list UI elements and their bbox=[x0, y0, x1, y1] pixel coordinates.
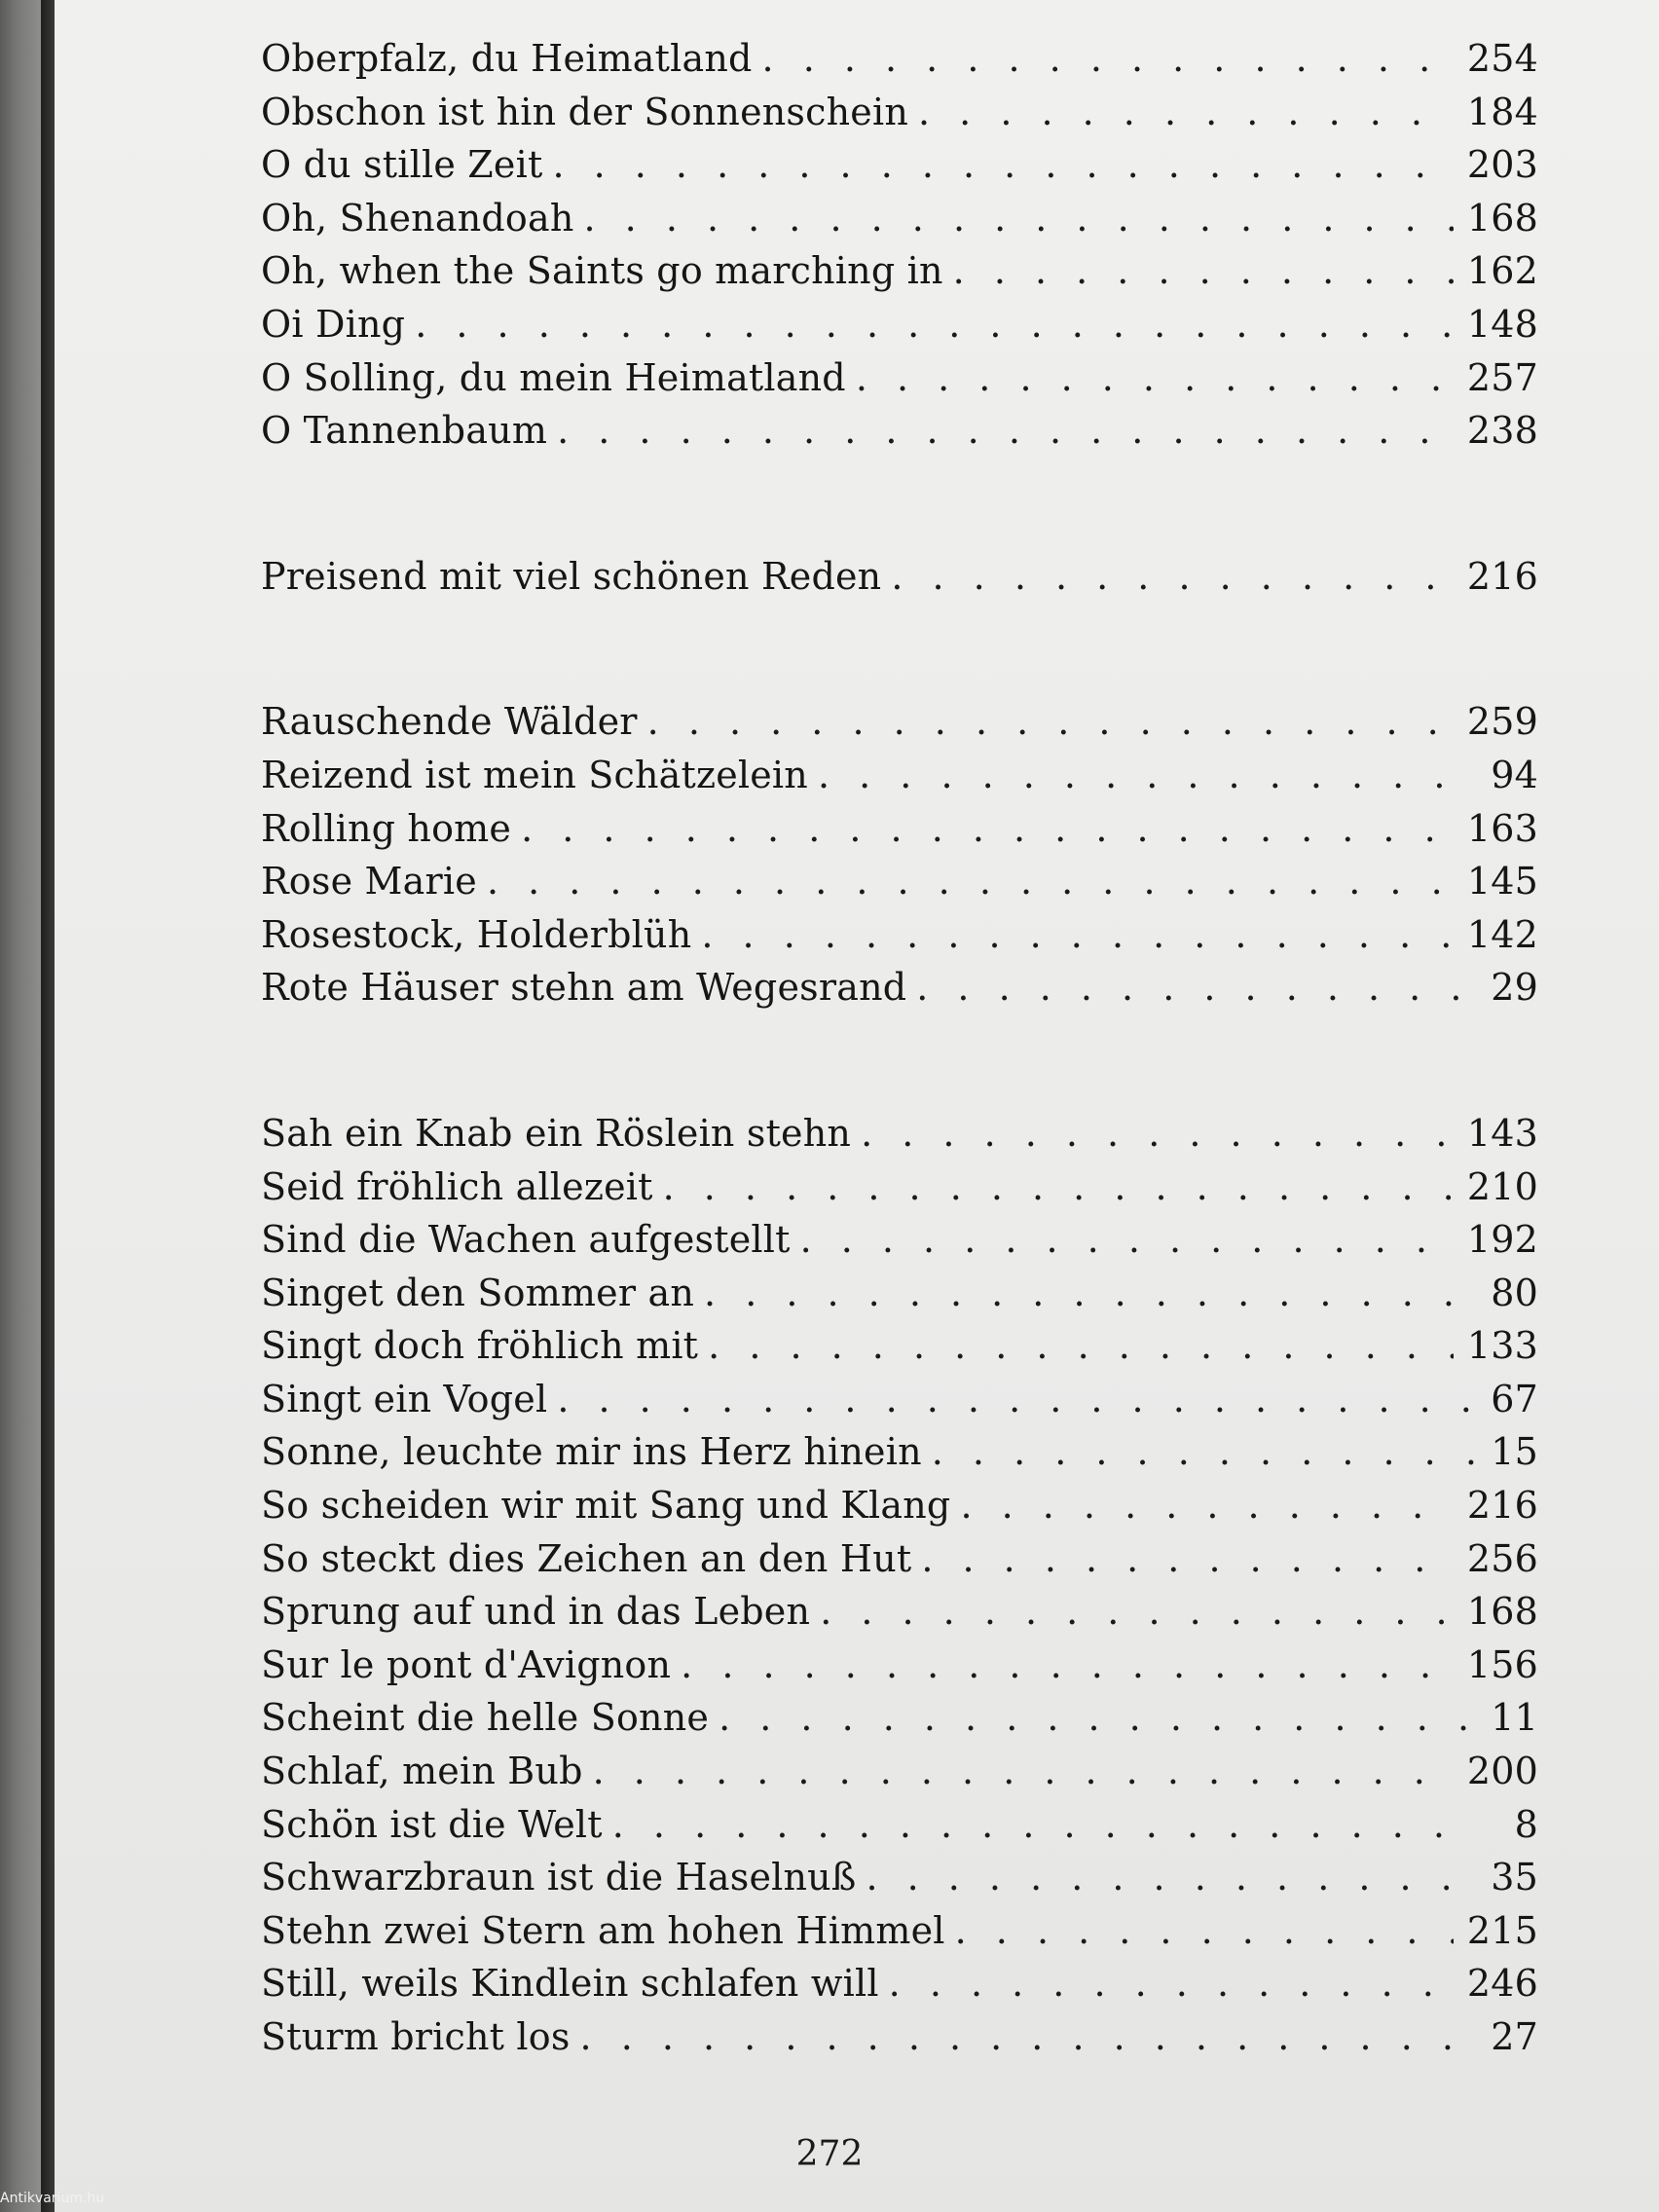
index-entry bbox=[261, 555, 1538, 608]
entry-title: Singet den Sommer an bbox=[261, 1271, 695, 1314]
entry-title: Oberpfalz, du Heimatland bbox=[261, 37, 753, 80]
dot-leader bbox=[552, 143, 1453, 186]
index-entry bbox=[261, 913, 1538, 967]
index-section bbox=[261, 555, 1538, 608]
dot-leader bbox=[663, 1165, 1454, 1208]
dot-leader bbox=[584, 197, 1454, 240]
entry-page-number: 216 bbox=[1466, 1484, 1538, 1528]
index-entry bbox=[261, 356, 1538, 410]
entry-page-number: 168 bbox=[1466, 196, 1538, 240]
page-edge bbox=[41, 0, 55, 2212]
entry-page-number: 162 bbox=[1466, 249, 1538, 293]
index-entry bbox=[261, 966, 1538, 1019]
entry-page-number: 8 bbox=[1514, 1802, 1538, 1846]
index-entry bbox=[261, 91, 1538, 144]
index-entry bbox=[261, 1750, 1538, 1803]
entry-page-number: 168 bbox=[1466, 1590, 1538, 1634]
index-entry bbox=[261, 754, 1538, 807]
entry-page-number: 254 bbox=[1466, 37, 1538, 80]
entry-page-number: 80 bbox=[1491, 1271, 1538, 1314]
dot-leader bbox=[612, 1803, 1476, 1846]
entry-page-number: 257 bbox=[1466, 355, 1538, 399]
entry-title: Sur le pont d'Avignon bbox=[261, 1642, 672, 1686]
entry-title: Rosestock, Holderblüh bbox=[261, 912, 692, 956]
entry-page-number: 142 bbox=[1466, 912, 1538, 956]
index-entry bbox=[261, 1378, 1538, 1431]
index-entry bbox=[261, 1112, 1538, 1165]
section-gap bbox=[261, 608, 1538, 700]
entry-page-number: 35 bbox=[1491, 1856, 1538, 1899]
entry-title: Seid fröhlich allezeit bbox=[261, 1164, 653, 1208]
dot-leader bbox=[932, 1430, 1476, 1473]
dot-leader bbox=[866, 1856, 1476, 1899]
index-entry bbox=[261, 860, 1538, 913]
index-entry bbox=[261, 303, 1538, 356]
dot-leader bbox=[701, 913, 1453, 956]
entry-title: Rolling home bbox=[261, 806, 512, 850]
dot-leader bbox=[593, 1750, 1454, 1792]
entry-title: O Solling, du mein Heimatland bbox=[261, 355, 846, 399]
dot-leader bbox=[818, 754, 1476, 796]
entry-page-number: 133 bbox=[1466, 1324, 1538, 1368]
index-entry bbox=[261, 700, 1538, 754]
entry-title: Sturm bricht los bbox=[261, 2015, 571, 2058]
dot-leader bbox=[681, 1643, 1454, 1686]
entry-title: Singt ein Vogel bbox=[261, 1377, 548, 1420]
entry-page-number: 215 bbox=[1466, 1908, 1538, 1952]
dot-leader bbox=[415, 303, 1454, 346]
index-entry bbox=[261, 37, 1538, 91]
index-entry bbox=[261, 1537, 1538, 1591]
section-gap bbox=[261, 1019, 1538, 1112]
index-entry bbox=[261, 1272, 1538, 1325]
index-entry bbox=[261, 249, 1538, 303]
index-entry bbox=[261, 1165, 1538, 1219]
entry-page-number: 210 bbox=[1466, 1164, 1538, 1208]
entry-title: Stehn zwei Stern am hohen Himmel bbox=[261, 1908, 945, 1952]
dot-leader bbox=[921, 1537, 1454, 1580]
entry-title: Schön ist die Welt bbox=[261, 1802, 603, 1846]
dot-leader bbox=[856, 356, 1454, 399]
dot-leader bbox=[580, 2015, 1476, 2058]
index-entry bbox=[261, 807, 1538, 861]
dot-leader bbox=[861, 1112, 1454, 1155]
entry-title: Singt doch fröhlich mit bbox=[261, 1324, 699, 1368]
entry-page-number: 216 bbox=[1466, 554, 1538, 598]
entry-title: Reizend ist mein Schätzelein bbox=[261, 753, 808, 796]
index-entry bbox=[261, 2015, 1538, 2069]
entry-title: Preisend mit viel schönen Reden bbox=[261, 554, 882, 598]
entry-page-number: 238 bbox=[1466, 409, 1538, 453]
entry-title: Sonne, leuchte mir ins Herz hinein bbox=[261, 1430, 922, 1474]
table-of-contents bbox=[261, 37, 1538, 2069]
entry-page-number: 148 bbox=[1466, 302, 1538, 346]
entry-title: Oi Ding bbox=[261, 302, 406, 346]
dot-leader bbox=[762, 37, 1454, 80]
entry-title: Schwarzbraun ist die Haselnuß bbox=[261, 1856, 857, 1899]
dot-leader bbox=[704, 1272, 1476, 1314]
entry-page-number: 27 bbox=[1491, 2015, 1538, 2058]
entry-page-number: 246 bbox=[1466, 1962, 1538, 2006]
entry-page-number: 256 bbox=[1466, 1536, 1538, 1580]
entry-title: Rauschende Wälder bbox=[261, 700, 638, 744]
section-gap bbox=[261, 462, 1538, 555]
dot-leader bbox=[955, 1909, 1454, 1952]
index-entry bbox=[261, 1803, 1538, 1857]
index-section bbox=[261, 1112, 1538, 2069]
index-entry bbox=[261, 1430, 1538, 1484]
entry-title: Still, weils Kindlein schlafen will bbox=[261, 1962, 879, 2006]
index-entry bbox=[261, 1484, 1538, 1537]
dot-leader bbox=[647, 700, 1454, 743]
index-section bbox=[261, 37, 1538, 462]
watermark: Antikvarium.hu bbox=[0, 2191, 105, 2206]
dot-leader bbox=[916, 966, 1476, 1009]
index-entry bbox=[261, 409, 1538, 462]
index-entry bbox=[261, 1856, 1538, 1909]
dot-leader bbox=[719, 1696, 1476, 1739]
entry-page-number: 192 bbox=[1466, 1218, 1538, 1262]
entry-title: Sind die Wachen aufgestellt bbox=[261, 1218, 791, 1262]
dot-leader bbox=[521, 807, 1454, 850]
entry-page-number: 145 bbox=[1466, 860, 1538, 903]
entry-page-number: 67 bbox=[1491, 1377, 1538, 1420]
index-entry bbox=[261, 1324, 1538, 1378]
entry-title: Scheint die helle Sonne bbox=[261, 1696, 710, 1740]
dot-leader bbox=[487, 860, 1454, 903]
entry-page-number: 184 bbox=[1466, 90, 1538, 133]
entry-page-number: 143 bbox=[1466, 1111, 1538, 1155]
entry-title: O Tannenbaum bbox=[261, 409, 548, 453]
dot-leader bbox=[960, 1484, 1453, 1527]
index-entry bbox=[261, 1962, 1538, 2015]
entry-title: Oh, when the Saints go marching in bbox=[261, 249, 943, 293]
entry-page-number: 163 bbox=[1466, 806, 1538, 850]
dot-leader bbox=[889, 1962, 1454, 2005]
index-entry bbox=[261, 143, 1538, 197]
index-entry bbox=[261, 1218, 1538, 1272]
entry-title: So scheiden wir mit Sang und Klang bbox=[261, 1484, 951, 1528]
entry-page-number: 94 bbox=[1491, 753, 1538, 796]
entry-page-number: 29 bbox=[1491, 966, 1538, 1010]
entry-title: Rote Häuser stehn am Wegesrand bbox=[261, 966, 907, 1010]
entry-title: Obschon ist hin der Sonnenschein bbox=[261, 90, 908, 133]
entry-title: Sah ein Knab ein Röslein stehn bbox=[261, 1111, 852, 1155]
index-section bbox=[261, 700, 1538, 1019]
entry-page-number: 11 bbox=[1491, 1696, 1538, 1740]
index-entry bbox=[261, 1909, 1538, 1963]
entry-page-number: 259 bbox=[1466, 700, 1538, 744]
entry-title: Sprung auf und in das Leben bbox=[261, 1590, 811, 1634]
index-entry bbox=[261, 1643, 1538, 1697]
dot-leader bbox=[918, 91, 1454, 133]
dot-leader bbox=[708, 1324, 1454, 1367]
index-entry bbox=[261, 1590, 1538, 1643]
dot-leader bbox=[557, 409, 1454, 452]
dot-leader bbox=[891, 555, 1454, 598]
entry-title: So steckt dies Zeichen an den Hut bbox=[261, 1536, 912, 1580]
page-number: 272 bbox=[795, 2134, 864, 2174]
entry-title: Oh, Shenandoah bbox=[261, 196, 574, 240]
dot-leader bbox=[820, 1590, 1454, 1633]
dot-leader bbox=[800, 1218, 1454, 1261]
entry-page-number: 156 bbox=[1466, 1642, 1538, 1686]
dot-leader bbox=[953, 249, 1454, 292]
entry-page-number: 203 bbox=[1466, 143, 1538, 187]
entry-page-number: 200 bbox=[1466, 1750, 1538, 1793]
entry-title: Schlaf, mein Bub bbox=[261, 1750, 583, 1793]
dot-leader bbox=[557, 1378, 1476, 1420]
index-entry bbox=[261, 1696, 1538, 1750]
book-spine-shadow bbox=[0, 0, 41, 2212]
entry-title: O du stille Zeit bbox=[261, 143, 543, 187]
entry-title: Rose Marie bbox=[261, 860, 477, 903]
entry-page-number: 15 bbox=[1491, 1430, 1538, 1474]
index-entry bbox=[261, 197, 1538, 250]
